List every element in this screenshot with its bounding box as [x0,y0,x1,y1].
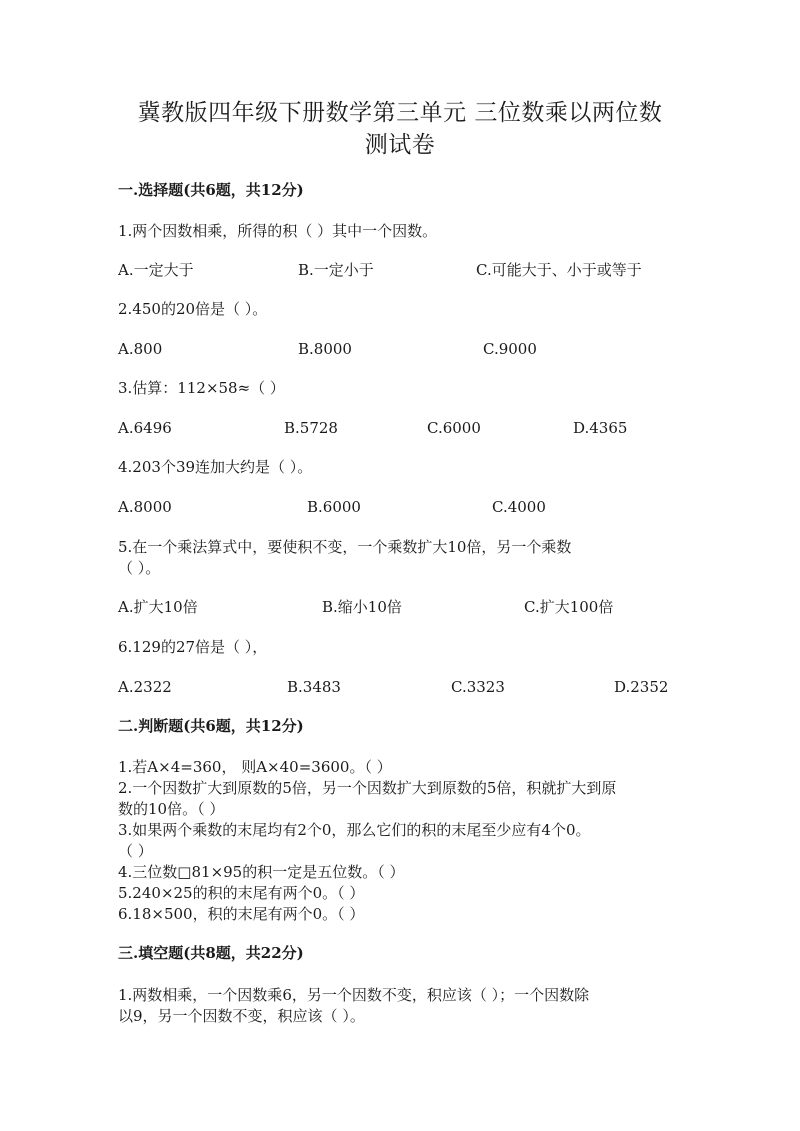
answer-option: C.4000 [492,498,546,516]
section-heading-choice: 一.选择题(共6题，共12分) [118,181,304,199]
answer-option: D.4365 [573,419,628,437]
answer-option: D.2352 [614,678,669,696]
judge-item: 2.一个因数扩大到原数的5倍，另一个因数扩大到原数的5倍，积就扩大到原 [118,779,617,797]
answer-option: C.6000 [427,419,481,437]
answer-option: B.5728 [284,419,338,437]
exam-title: 冀教版四年级下册数学第三单元 三位数乘以两位数 [137,100,663,126]
fill-item-continued: 以9，另一个因数不变，积应该（ ）。 [118,1007,365,1025]
answer-option: A.6496 [118,419,172,437]
answer-option: A.2322 [118,678,172,696]
answer-option: B.3483 [287,678,341,696]
judge-item: 4.三位数□81×95的积一定是五位数。（ ） [118,863,405,881]
judge-item: 6.18×500，积的末尾有两个0。（ ） [118,905,365,923]
exam-title-continued: 测试卷 [364,132,436,158]
question-text: 1.两个因数相乘，所得的积（ ）其中一个因数。 [118,222,438,240]
fill-item: 1.两数相乘，一个因数乘6，另一个因数不变，积应该（ ）；一个因数除 [118,986,590,1004]
answer-option: A.扩大10倍 [118,598,198,616]
question-text: 3.估算：112×58≈（ ） [118,379,285,397]
answer-option: A.一定大于 [118,261,194,279]
answer-option: A.8000 [118,498,172,516]
answer-option: A.800 [118,340,163,358]
answer-option: C.可能大于、小于或等于 [476,261,642,279]
section-heading-fill: 三.填空题(共8题，共22分) [118,944,304,962]
judge-item-continued: （ ） [118,842,153,860]
question-text: 4.203个39连加大约是（ ）。 [118,458,313,476]
answer-option: C.9000 [483,340,537,358]
question-text: 2.450的20倍是（ ）。 [118,300,268,318]
judge-item: 3.如果两个乘数的末尾均有2个0，那么它们的积的末尾至少应有4个0。 [118,821,591,839]
question-text-continued: （ ）。 [118,559,161,577]
judge-item: 1.若A×4=360， 则A×40=3600。（ ） [118,758,392,776]
judge-item-continued: 数的10倍。（ ） [118,800,225,818]
answer-option: C.3323 [451,678,505,696]
answer-option: B.缩小10倍 [322,598,402,616]
section-heading-judge: 二.判断题(共6题，共12分) [118,717,304,735]
question-text: 5.在一个乘法算式中，要使积不变，一个乘数扩大10倍，另一个乘数 [118,538,572,556]
judge-item: 5.240×25的积的末尾有两个0。（ ） [118,884,365,902]
answer-option: B.6000 [307,498,361,516]
answer-option: B.一定小于 [298,261,374,279]
answer-option: B.8000 [298,340,352,358]
answer-option: C.扩大100倍 [524,598,614,616]
question-text: 6.129的27倍是（ ）， [118,638,268,656]
